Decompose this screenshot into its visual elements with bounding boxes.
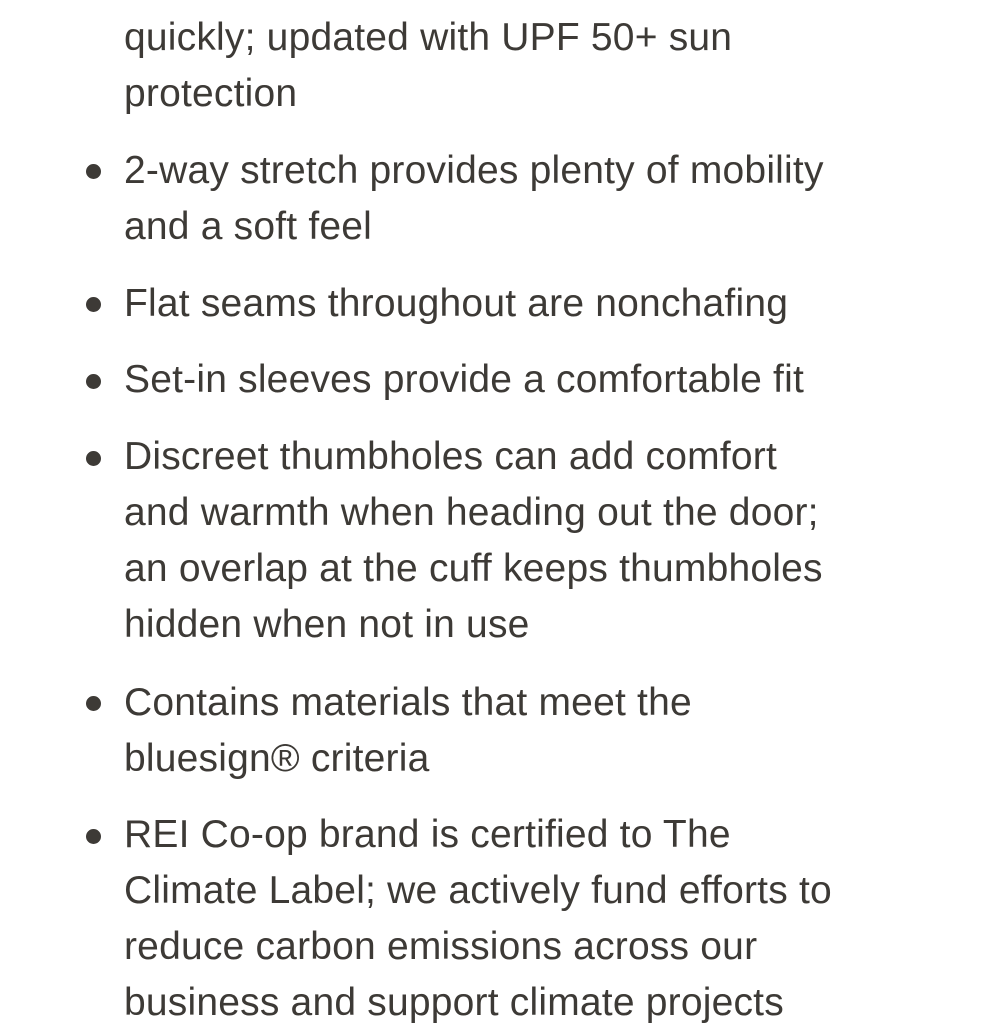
list-item-text: business and support climate projects [124,981,784,1024]
list-item-text: an overlap at the cuff keeps thumbholes [124,547,823,590]
list-item-text: and a soft feel [124,205,373,248]
bullet-icon [86,164,101,179]
list-item-text: reduce carbon emissions across our [124,925,758,968]
list-item-text: 2-way stretch provides plenty of mobility [124,149,824,192]
list-item-text: Climate Label; we actively fund efforts to [124,869,832,912]
list-item-text: Discreet thumbholes can add comfort [124,435,777,478]
bullet-icon [86,696,101,711]
list-item-text: REI Co-op brand is certified to The [124,813,731,856]
bullet-icon [86,451,101,466]
list-item-text: Contains materials that meet the [124,681,692,724]
bullet-icon [86,374,101,389]
list-item-text: and warmth when heading out the door; [124,491,819,534]
list-item-text: bluesign® criteria [124,737,430,780]
list-item-text: protection [124,72,298,115]
bullet-icon [86,297,101,312]
list-item-text: quickly; updated with UPF 50+ sun [124,16,733,59]
list-item-text: Set-in sleeves provide a comfortable fit [124,358,804,401]
list-item-text: Flat seams throughout are nonchafing [124,282,789,325]
list-item-text: hidden when not in use [124,603,530,646]
bullet-icon [86,829,101,844]
